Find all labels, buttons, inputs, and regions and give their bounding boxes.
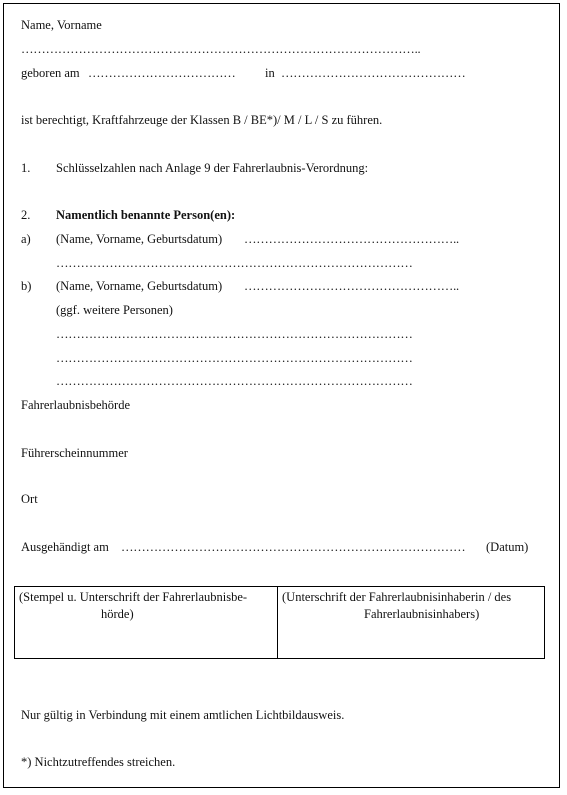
item-2a-dotted-line: …………………………………………….. <box>244 232 459 246</box>
item-1-number: 1. <box>21 161 31 175</box>
name-label: Name, Vorname <box>21 18 102 32</box>
item-1-text: Schlüsselzahlen nach Anlage 9 der Fahrerlaubnis-Verordnung: <box>56 161 369 175</box>
born-label: geboren am <box>21 66 80 80</box>
holder-signature-cell <box>282 589 544 623</box>
authority-label: Fahrerlaubnisbehörde <box>21 398 130 412</box>
item-2b-dotted-line-1: …………………………………………………………………………… <box>56 327 413 341</box>
birthplace-label: in <box>265 66 275 80</box>
name-dotted-line: …………………………………………………………………………………….. <box>21 42 421 56</box>
item-2b-note: (ggf. weitere Personen) <box>56 303 173 317</box>
item-2a-text: (Name, Vorname, Geburtsdatum) <box>56 232 223 246</box>
item-2-heading: Namentlich benannte Person(en): <box>56 208 236 222</box>
holder-signature-label-2: Fahrerlaubnisinhabers) <box>364 607 480 621</box>
birthplace-dotted-line: ……………………………………… <box>281 66 466 80</box>
validity-note: Nur gültig in Verbindung mit einem amtlichen Lichtbildausweis. <box>21 708 345 722</box>
authority-signature-label-2: hörde) <box>101 607 134 621</box>
signature-box <box>14 586 545 659</box>
issued-dotted-line: ………………………………………………………………………… <box>121 540 466 554</box>
entitlement-statement: ist berechtigt, Kraftfahrzeuge der Klassen B / BE*)/ M / L / S zu führen. <box>21 113 383 127</box>
item-2a-dotted-line-2: …………………………………………………………………………… <box>56 256 413 270</box>
issued-date-hint: (Datum) <box>486 540 529 554</box>
item-2b-dotted-line-3: …………………………………………………………………………… <box>56 374 413 388</box>
item-2b-marker: b) <box>21 279 32 293</box>
item-2b-dotted-line-2: …………………………………………………………………………… <box>56 351 413 365</box>
license-number-label: Führerscheinnummer <box>21 446 128 460</box>
signature-divider <box>277 587 278 658</box>
authority-signature-label-1: (Stempel u. Unterschrift der Fahrerlaubnisbe- <box>19 590 248 604</box>
born-dotted-line: ……………………………… <box>88 66 236 80</box>
place-label: Ort <box>21 492 38 506</box>
item-2b-text: (Name, Vorname, Geburtsdatum) <box>56 279 223 293</box>
holder-signature-label-1: (Unterschrift der Fahrerlaubnisinhaberin / des <box>282 590 512 604</box>
issued-label: Ausgehändigt am <box>21 540 109 554</box>
authority-signature-cell <box>19 589 275 623</box>
item-2-number: 2. <box>21 208 31 222</box>
item-2a-marker: a) <box>21 232 31 246</box>
item-2b-dotted-line: …………………………………………….. <box>244 279 459 293</box>
footnote: *) Nichtzutreffendes streichen. <box>21 755 176 769</box>
